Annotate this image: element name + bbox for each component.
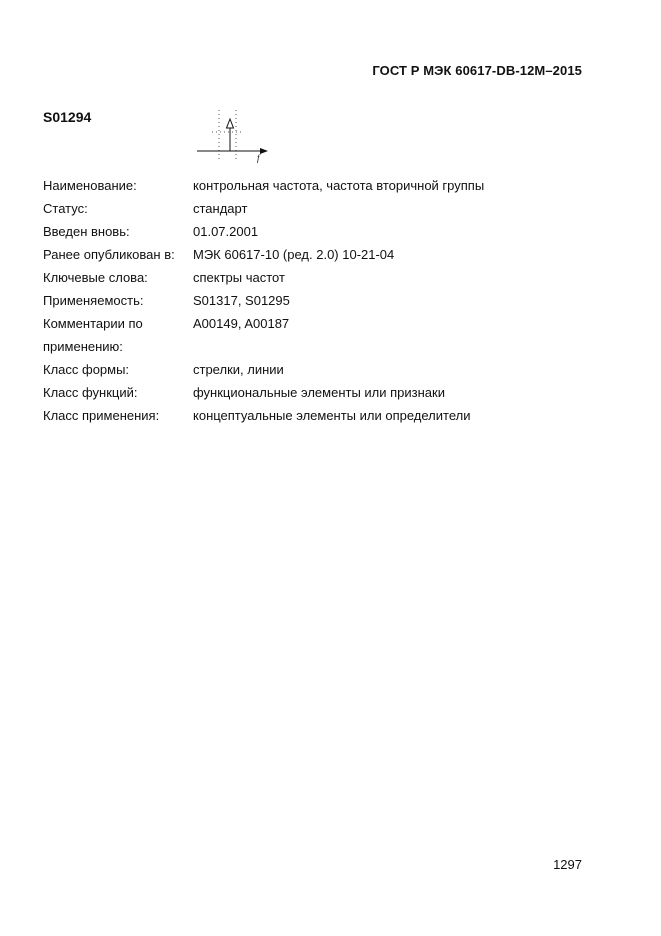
property-row [43, 220, 603, 243]
property-value: S01317, S01295 [193, 293, 290, 308]
property-row [43, 335, 603, 358]
property-row [43, 174, 603, 197]
property-row [43, 358, 603, 381]
property-value: стандарт [193, 201, 248, 216]
property-key: Введен вновь: [43, 224, 130, 239]
property-key: Применяемость: [43, 293, 144, 308]
property-key: Класс формы: [43, 362, 130, 377]
property-value: контрольная частота, частота вторичной группы [193, 178, 485, 193]
property-row [43, 266, 603, 289]
property-key: Класс функций: [43, 385, 138, 400]
property-value [193, 335, 603, 358]
property-row [43, 197, 603, 220]
symbol-code: S01294 [43, 109, 92, 125]
property-key: Ключевые слова: [43, 270, 148, 285]
property-value: концептуальные элементы или определители [193, 408, 471, 423]
property-row [43, 381, 603, 404]
properties-table [43, 174, 603, 427]
property-value: МЭК 60617-10 (ред. 2.0) 10-21-04 [193, 247, 395, 262]
frequency-spectrum-arrow-icon [194, 108, 274, 166]
property-value: A00149, A00187 [193, 316, 290, 331]
property-row [43, 289, 603, 312]
property-key: Статус: [43, 201, 88, 216]
property-key: Ранее опубликован в: [43, 247, 175, 262]
property-value: функциональные элементы или признаки [193, 385, 445, 400]
axis-label: f [257, 153, 260, 163]
property-key: применению: [43, 339, 123, 354]
property-row [43, 312, 603, 335]
property-value: спектры частот [193, 270, 285, 285]
property-key: Класс применения: [43, 408, 160, 423]
property-key: Комментарии по [43, 316, 143, 331]
property-row [43, 404, 603, 427]
property-value: стрелки, линии [193, 362, 284, 377]
property-key: Наименование: [43, 178, 137, 193]
property-row [43, 243, 603, 266]
page-number: 1297 [553, 857, 582, 872]
property-value: 01.07.2001 [193, 224, 259, 239]
standard-designation: ГОСТ Р МЭК 60617-DB-12M–2015 [372, 63, 582, 78]
